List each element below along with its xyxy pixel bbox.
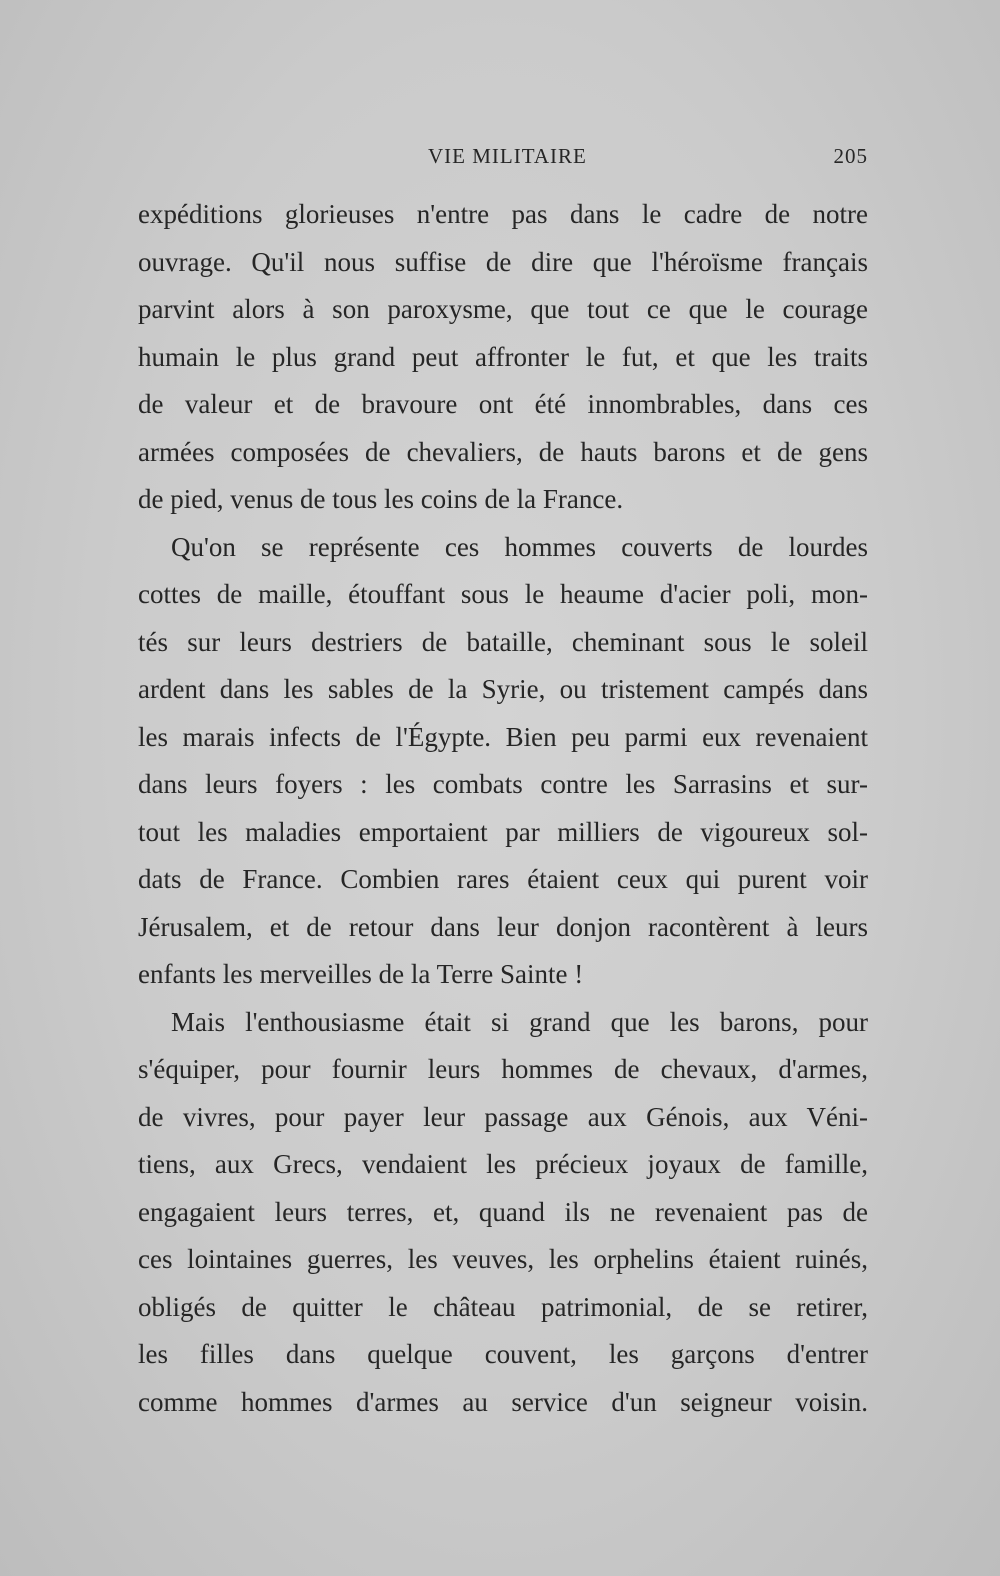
page-number: 205: [833, 144, 868, 168]
text-line: ces lointaines guerres, les veuves, les orphelins étaient ruinés,: [138, 1244, 868, 1274]
text-line: expéditions glorieuses n'entre pas dans le cadre de notre: [138, 199, 868, 229]
running-head: [138, 144, 868, 174]
text-line: de valeur et de bravoure ont été innombrables, dans ces: [138, 389, 868, 419]
text-line: tiens, aux Grecs, vendaient les précieux joyaux de famille,: [138, 1149, 868, 1179]
text-line: armées composées de chevaliers, de hauts barons et de gens: [138, 436, 868, 467]
text-line: Qu'on se représente ces hommes couverts de lourdes: [171, 531, 868, 562]
text-line: humain le plus grand peut affronter le fut, et que les traits: [138, 341, 868, 372]
text-line: comme hommes d'armes au service d'un seigneur voisin.: [138, 1386, 868, 1417]
text-line: dats de France. Combien rares étaient ceux qui purent voir: [138, 864, 868, 894]
text-line: dans leurs foyers : les combats contre les Sarrasins et sur-: [138, 769, 868, 799]
text-line: ardent dans les sables de la Syrie, ou tristement campés dans: [138, 674, 868, 704]
text-line: de pied, venus de tous les coins de la France.: [138, 484, 624, 514]
text-line: parvint alors à son paroxysme, que tout ce que le courage: [138, 294, 868, 324]
text-line: Mais l'enthousiasme était si grand que les barons, pour: [171, 1006, 868, 1037]
running-title: VIE MILITAIRE: [428, 144, 587, 168]
text-line: s'équiper, pour fournir leurs hommes de chevaux, d'armes,: [138, 1054, 868, 1084]
text-line: cottes de maille, étouffant sous le heaume d'acier poli, mon-: [138, 579, 868, 609]
text-line: obligés de quitter le château patrimonial, de se retirer,: [138, 1291, 868, 1322]
text-line: enfants les merveilles de la Terre Sainte !: [138, 959, 584, 989]
text-line: de vivres, pour payer leur passage aux Génois, aux Véni-: [138, 1101, 868, 1132]
text-line: tout les maladies emportaient par milliers de vigoureux sol-: [138, 816, 868, 847]
text-line: ouvrage. Qu'il nous suffise de dire que l'héroïsme français: [138, 246, 868, 277]
text-line: engagaient leurs terres, et, quand ils ne revenaient pas de: [138, 1196, 868, 1227]
text-line: les filles dans quelque couvent, les garçons d'entrer: [138, 1339, 868, 1369]
body-text: [138, 191, 868, 1426]
text-line: les marais infects de l'Égypte. Bien peu parmi eux revenaient: [138, 721, 868, 752]
text-line: Jérusalem, et de retour dans leur donjon racontèrent à leurs: [138, 911, 868, 942]
text-line: tés sur leurs destriers de bataille, cheminant sous le soleil: [138, 626, 868, 657]
